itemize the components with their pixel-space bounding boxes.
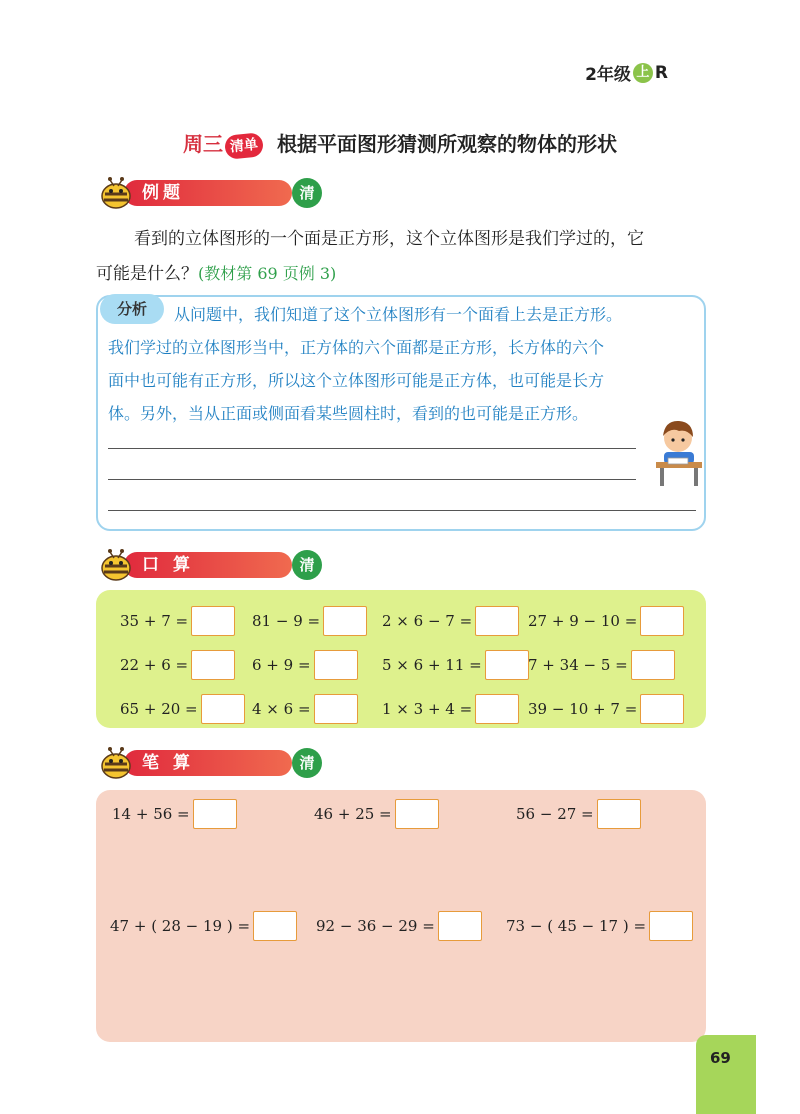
bee-mascot-icon [96, 174, 136, 210]
problem-text: 81 − 9 = [252, 612, 321, 630]
problem-text: 56 − 27 = [516, 805, 594, 823]
mental-problem [382, 693, 519, 725]
title-text: 根据平面图形猜测所观察的物体的形状 [277, 132, 617, 156]
analysis-label: 分析 [100, 294, 164, 324]
qing-badge: 清 [292, 748, 322, 778]
written-problem [316, 910, 482, 942]
problem-text: 1 × 3 + 4 = [382, 700, 473, 718]
page-number: 69 [710, 1049, 731, 1067]
qing-badge: 清 [292, 550, 322, 580]
answer-box[interactable] [314, 694, 358, 724]
answer-box[interactable] [438, 911, 482, 941]
answer-box[interactable] [475, 694, 519, 724]
analysis-line: 面中也可能有正方形，所以这个立体图形可能是正方体，也可能是长方 [108, 371, 605, 390]
written-problem [516, 798, 641, 830]
title-day: 周三 [183, 132, 223, 156]
writing-line[interactable] [108, 510, 696, 511]
problem-text: 22 + 6 = [120, 656, 189, 674]
problem-text: 39 − 10 + 7 = [528, 700, 638, 718]
grade-label [585, 60, 668, 85]
mental-problem [120, 649, 235, 681]
mental-math-box [96, 590, 706, 728]
answer-box[interactable] [640, 606, 684, 636]
problem-text: 47 + ( 28 − 19 ) = [110, 917, 251, 935]
problem-text: 92 − 36 − 29 = [316, 917, 435, 935]
mental-problem [528, 649, 675, 681]
mental-row [96, 693, 706, 725]
written-problem [112, 798, 237, 830]
mental-problem [252, 605, 367, 637]
answer-box[interactable] [201, 694, 245, 724]
problem-text: 73 − ( 45 − 17 ) = [506, 917, 647, 935]
writing-line[interactable] [108, 479, 636, 480]
badge-label: 例题 [142, 183, 184, 203]
mental-row [96, 649, 706, 681]
answer-box[interactable] [193, 799, 237, 829]
mental-problem [252, 649, 358, 681]
mental-row [96, 605, 706, 637]
analysis-line-text: 从问题中，我们知道了这个立体图形有一个面看上去是正方形。 [174, 305, 623, 324]
problem-text: 65 + 20 = [120, 700, 198, 718]
problem-text: 4 × 6 = [252, 700, 311, 718]
mental-problem [528, 693, 684, 725]
page-title [0, 128, 800, 158]
mental-problem [252, 693, 358, 725]
written-math-box [96, 790, 706, 1042]
written-row [96, 910, 706, 942]
problem-text: 27 + 9 − 10 = [528, 612, 638, 630]
badge-label: 笔算 [142, 753, 204, 773]
section-mental-badge [96, 546, 315, 582]
problem-text: 46 + 25 = [314, 805, 392, 823]
boy-reading-icon [650, 418, 708, 488]
analysis-line: 我们学过的立体图形当中，正方体的六个面都是正方形，长方体的六个 [108, 338, 605, 357]
answer-box[interactable] [640, 694, 684, 724]
answer-box[interactable] [631, 650, 675, 680]
qing-badge: 清 [292, 178, 322, 208]
example-question: 可能是什么？ [96, 264, 198, 284]
answer-box[interactable] [485, 650, 529, 680]
problem-text: 14 + 56 = [112, 805, 190, 823]
mental-problem [120, 693, 245, 725]
answer-box[interactable] [597, 799, 641, 829]
analysis-line: 体。另外，当从正面或侧面看某些圆柱时，看到的也可能是正方形。 [108, 404, 589, 423]
written-problem [110, 910, 297, 942]
written-problem [506, 910, 693, 942]
answer-box[interactable] [395, 799, 439, 829]
page-number-tab [696, 1035, 756, 1114]
problem-text: 7 + 34 − 5 = [528, 656, 628, 674]
answer-box[interactable] [253, 911, 297, 941]
problem-text: 6 + 9 = [252, 656, 311, 674]
mental-problem [382, 605, 519, 637]
written-problem [314, 798, 439, 830]
answer-box[interactable] [191, 650, 235, 680]
badge-label: 口算 [142, 555, 204, 575]
mental-problem [120, 605, 235, 637]
grade-suffix: R [654, 62, 668, 83]
example-line-2 [96, 259, 336, 284]
answer-box[interactable] [649, 911, 693, 941]
analysis-text [108, 298, 698, 430]
answer-box[interactable] [323, 606, 367, 636]
title-stamp: 清单 [224, 132, 264, 160]
answer-box[interactable] [475, 606, 519, 636]
mental-problem [382, 649, 529, 681]
analysis-line [108, 298, 698, 331]
problem-text: 35 + 7 = [120, 612, 189, 630]
example-line-1: 看到的立体图形的一个面是正方形，这个立体图形是我们学过的，它 [134, 229, 644, 249]
section-example-badge [96, 174, 315, 210]
grade-prefix: 2年级 [585, 65, 631, 85]
bee-mascot-icon [96, 744, 136, 780]
answer-box[interactable] [191, 606, 235, 636]
answer-box[interactable] [314, 650, 358, 680]
problem-text: 5 × 6 + 11 = [382, 656, 482, 674]
section-written-badge [96, 744, 315, 780]
problem-text: 2 × 6 − 7 = [382, 612, 473, 630]
written-row [96, 798, 706, 830]
grade-volume-badge: 上 [633, 63, 653, 83]
writing-line[interactable] [108, 448, 636, 449]
textbook-reference: (教材第 69 页例 3) [198, 264, 337, 283]
mental-problem [528, 605, 684, 637]
bee-mascot-icon [96, 546, 136, 582]
